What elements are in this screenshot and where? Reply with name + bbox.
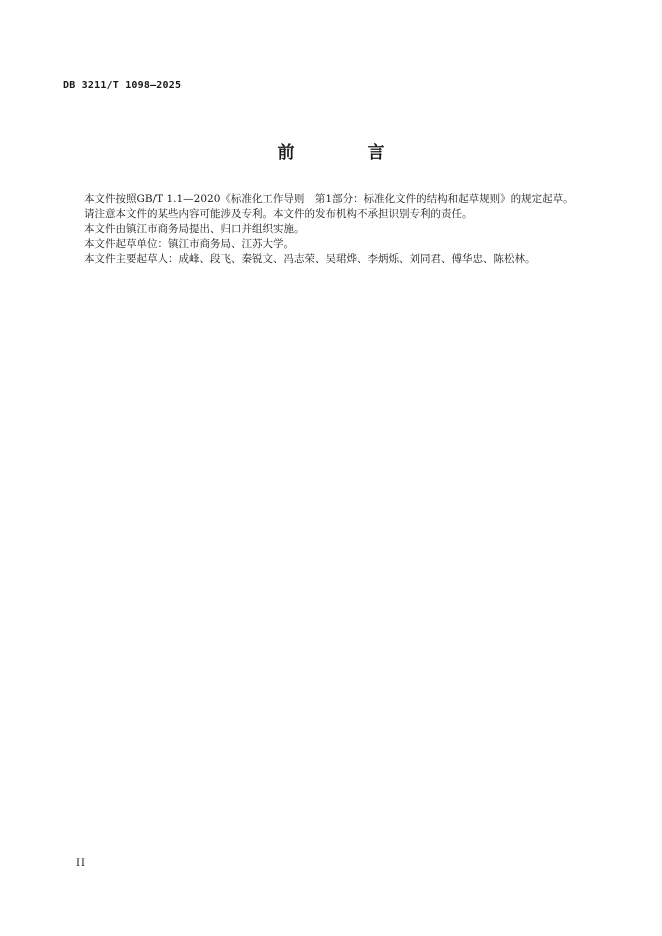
paragraph-proposer: 本文件由镇江市商务局提出、归口并组织实施。 [84, 223, 305, 235]
page-title: 前 言 [277, 143, 413, 163]
document-code: DB 3211/T 1098—2025 [63, 80, 182, 91]
foreword-body [63, 192, 595, 267]
paragraph-drafting-rules: 本文件按照GB/T 1.1—2020《标准化工作导则 第1部分：标准化文件的结构和起草规则》的规定起草。 [84, 193, 574, 205]
page-number: II [76, 858, 86, 869]
paragraph-drafters: 本文件主要起草人：成峰、段飞、秦锐文、冯志荣、吴珺烨、李炳烁、刘同君、傅华忠、陈松林。 [84, 253, 536, 265]
paragraph-patent-notice: 请注意本文件的某些内容可能涉及专利。本文件的发布机构不承担识别专利的责任。 [84, 208, 473, 220]
paragraph-drafting-units: 本文件起草单位：镇江市商务局、江苏大学。 [84, 238, 294, 250]
